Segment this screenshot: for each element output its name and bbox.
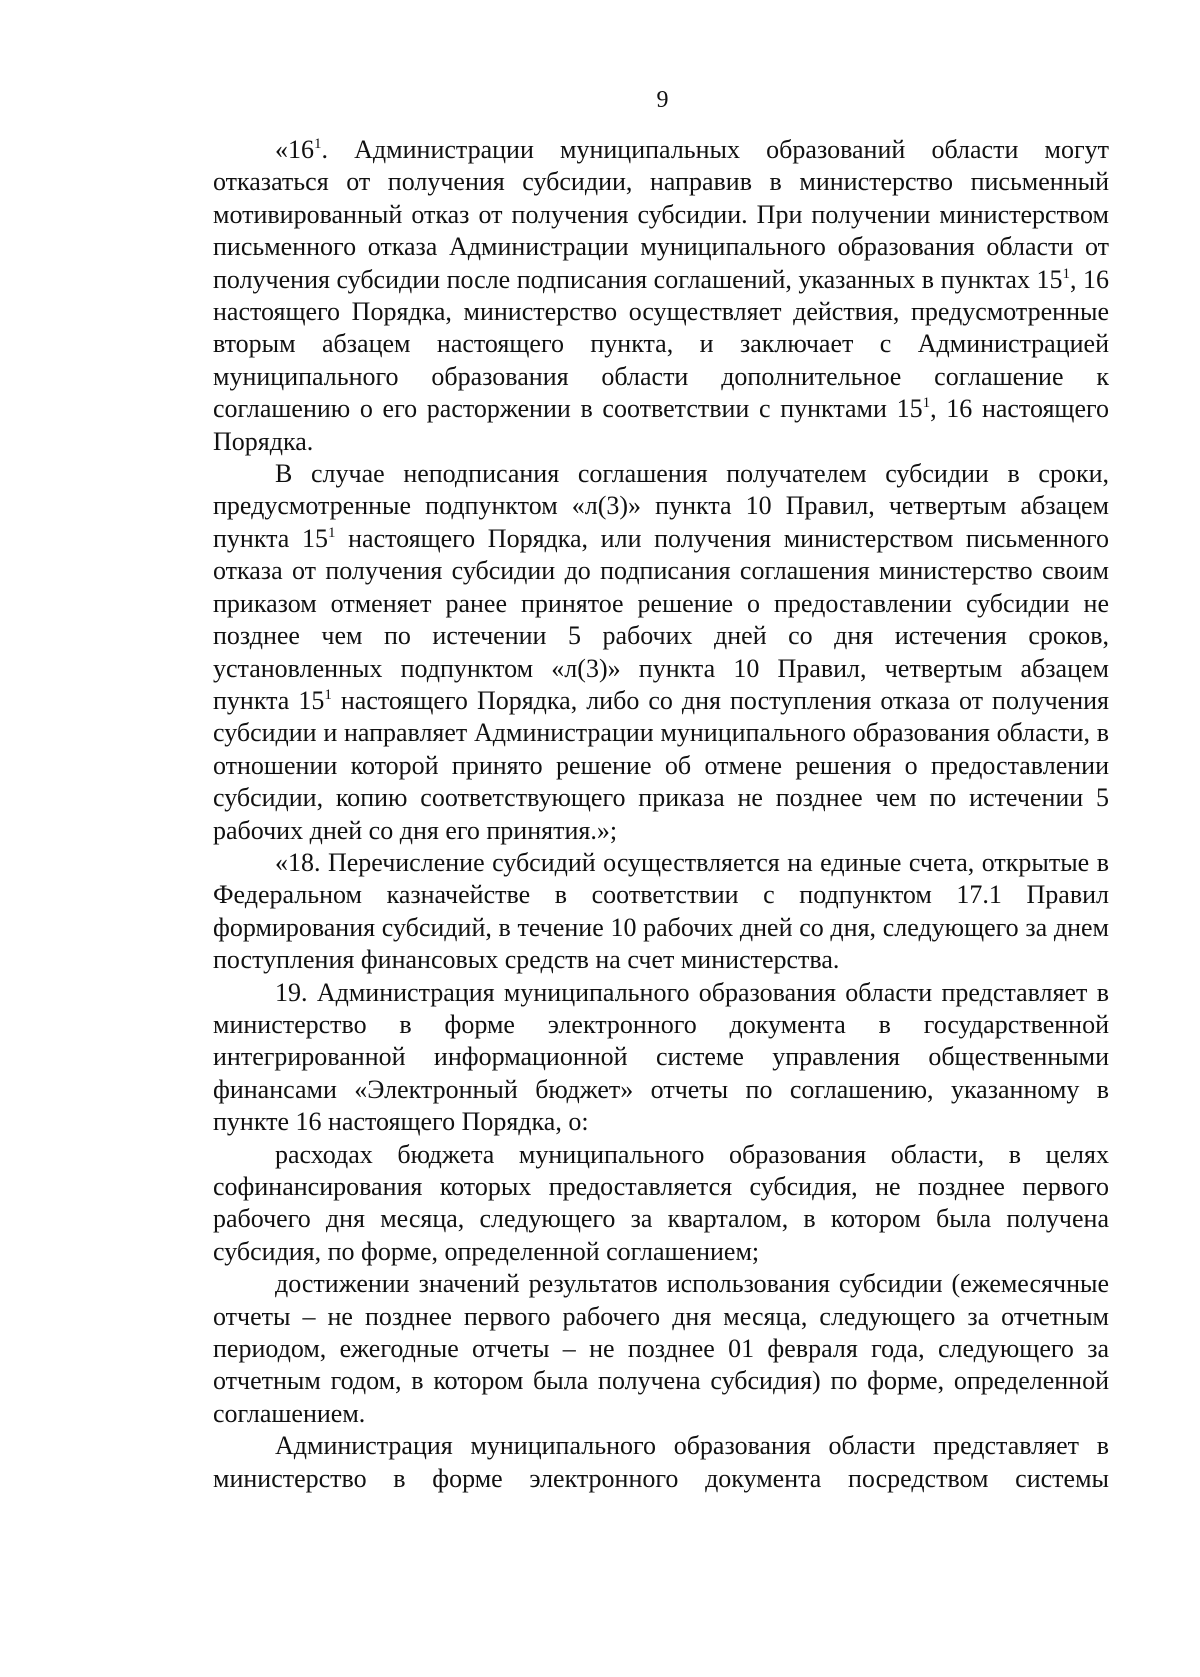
text-segment: расходах бюджета муниципального образования области, в целях софинансирования которых предоставляется субсидия, не позднее первого рабочего дня месяца, следующего за кварталом, в котором была получена субсидия, по форме, определенной соглашением; <box>213 1139 1109 1266</box>
text-segment: достижении значений результатов использования субсидии (ежемесячные отчеты – не позднее первого рабочего дня месяца, следующего за отчетным периодом, ежегодные отчеты – не позднее 01 февраля года, следующего за отчетным годом, в котором была получена субсидия) по форме, определенной соглашением. <box>213 1269 1109 1428</box>
superscript-index: 1 <box>314 136 322 152</box>
paragraph-7 <box>213 1430 1109 1495</box>
paragraph-6 <box>213 1268 1109 1430</box>
text-segment: 19. Администрация муниципального образования области представляет в министерство в форме электронного документа в государственной интегрированной информационной системе управления общественными финансами «Электронный бюджет» отчеты по соглашению, указанному в пункте 16 настоящего Порядка, о: <box>213 977 1109 1137</box>
paragraph-3 <box>213 847 1109 977</box>
text-segment: «16 <box>275 135 314 164</box>
text-segment: В случае неподписания соглашения получателем субсидии в сроки, предусмотренные подпунктом «л(3)» пункта 10 Правил, четвертым абзацем пункта 15 <box>213 459 1109 553</box>
superscript-index: 1 <box>327 524 336 541</box>
superscript-index: 1 <box>922 395 931 412</box>
text-segment: настоящего Порядка, либо со дня поступления отказа от получения субсидии и направляет Администрации муниципального образования области, в отношении которой принято решение об отмене решения о предоставлении субсидии, копию соответствующего приказа не позднее чем по истечении 5 рабочих дней со дня его принятия.»; <box>213 685 1109 845</box>
paragraph-4 <box>213 977 1109 1139</box>
text-segment: , 16 настоящего Порядка. <box>213 394 1109 456</box>
text-segment: «18. Перечисление субсидий осуществляется на единые счета, открытые в Федеральном казначействе в соответствии с подпунктом 17.1 Правил формирования субсидий, в течение 10 рабочих дней со дня, следующего за днем поступления финансовых средств на счет министерства. <box>213 847 1109 975</box>
document-body <box>213 134 1109 1495</box>
paragraph-2 <box>213 458 1109 847</box>
page-number: 9 <box>656 87 669 113</box>
text-segment: Администрация муниципального образования области представляет в министерство в форме электронного документа посредством системы <box>213 1431 1109 1493</box>
paragraph-5 <box>213 1139 1109 1269</box>
text-segment: , 16 настоящего Порядка, министерство осуществляет действия, предусмотренные вторым абзацем настоящего пункта, и заключает с Администрацией муниципального образования области дополнительное соглашение к соглашению о его расторжении в соответствии с пунктами 15 <box>213 264 1110 424</box>
text-segment: . Администрации муниципальных образований области могут отказаться от получения субсидии, направив в министерство письменный мотивированный отказ от получения субсидии. При получении министерством письменного отказа Администрации муниципального образования области от получения субсидии после подписания соглашений, указанных в пунктах 15 <box>213 135 1109 294</box>
superscript-index: 1 <box>324 686 332 703</box>
superscript-index: 1 <box>1062 265 1070 282</box>
paragraph-1 <box>213 134 1109 458</box>
text-segment: настоящего Порядка, или получения министерством письменного отказа от получения субсидии до подписания соглашения министерство своим приказом отменяет ранее принятое решение о предоставлении субсидии не позднее чем по истечении 5 рабочих дней со дня истечения сроков, установленных подпунктом «л(3)» пункта 10 Правил, четвертым абзацем пункта 15 <box>213 523 1109 715</box>
